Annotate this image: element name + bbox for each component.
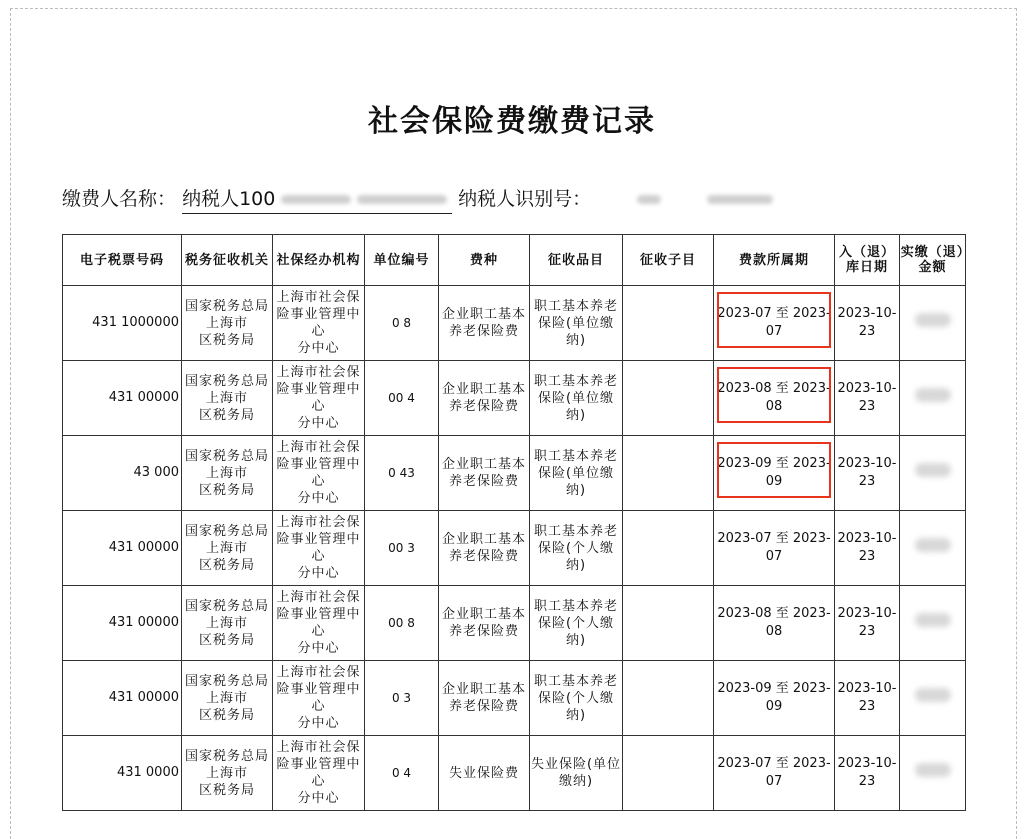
- header-fee-type: 费种: [439, 235, 530, 286]
- cell-unit-no-text: 00 3: [388, 541, 415, 555]
- cell-unit-no-text: 0 3: [391, 691, 412, 705]
- cell-item-text: 职工基本养老保险(个人缴纳): [533, 673, 618, 723]
- header-period: 费款所属期: [714, 235, 835, 286]
- redacted-amount: [915, 388, 951, 402]
- cell-fee-type-text: 企业职工基本养老保险费: [441, 457, 526, 489]
- cell-tax-authority-text: 国家税务总局上海市 区税务局: [184, 598, 269, 648]
- cell-sub-item: [623, 361, 714, 436]
- cell-fee-type: [439, 586, 530, 661]
- cell-unit-no: [365, 286, 439, 361]
- cell-ticket-no-text: 431 00000: [108, 540, 179, 555]
- cell-period-text: 2023-07 至 2023-07: [717, 756, 831, 789]
- redacted-amount: [915, 463, 951, 477]
- cell-date: [835, 586, 900, 661]
- cell-date-text: 2023-10-23: [837, 306, 897, 339]
- redacted-id: [637, 195, 661, 204]
- highlight-box: [717, 442, 831, 498]
- cell-unit-no-text: 00 4: [388, 391, 415, 405]
- cell-unit-no: [365, 436, 439, 511]
- table-row: [63, 736, 966, 811]
- cell-unit-no: [365, 361, 439, 436]
- cell-ticket-no-text: 431 00000: [108, 390, 179, 405]
- cell-tax-authority: [182, 436, 273, 511]
- cell-amount: [900, 361, 966, 436]
- header-amount: 实缴（退）金额: [900, 235, 966, 286]
- cell-unit-no: [365, 736, 439, 811]
- cell-fee-type-text: 企业职工基本养老保险费: [441, 307, 526, 339]
- header-date: 入（退）库日期: [835, 235, 900, 286]
- table-row: [63, 661, 966, 736]
- cell-ticket-no: [63, 436, 182, 511]
- cell-period-text: 2023-08 至 2023-08: [717, 606, 831, 639]
- cell-item: [530, 511, 623, 586]
- cell-unit-no: [365, 511, 439, 586]
- cell-tax-authority: [182, 286, 273, 361]
- table-row: [63, 436, 966, 511]
- cell-social-agency-text: 上海市社会保险事业管理中心 分中心: [276, 515, 361, 581]
- cell-tax-authority: [182, 361, 273, 436]
- cell-date: [835, 286, 900, 361]
- cell-period-text: 2023-09 至 2023-09: [717, 681, 831, 714]
- cell-period: [714, 511, 835, 586]
- redacted-amount: [915, 688, 951, 702]
- table-row: [63, 586, 966, 661]
- cell-sub-item: [623, 736, 714, 811]
- payer-name-label: 缴费人名称：: [62, 188, 177, 210]
- cell-ticket-no-text: 43 000: [133, 465, 179, 480]
- cell-sub-item: [623, 586, 714, 661]
- cell-item-text: 失业保险(单位缴纳): [530, 757, 622, 789]
- cell-item: [530, 361, 623, 436]
- cell-tax-authority-text: 国家税务总局上海市 区税务局: [184, 748, 269, 798]
- cell-amount: [900, 736, 966, 811]
- cell-item: [530, 586, 623, 661]
- highlight-box: [717, 367, 831, 423]
- cell-social-agency: [273, 661, 365, 736]
- redacted-name: [281, 195, 351, 204]
- cell-fee-type-text: 企业职工基本养老保险费: [441, 682, 526, 714]
- cell-item: [530, 661, 623, 736]
- cell-item: [530, 286, 623, 361]
- cell-social-agency: [273, 586, 365, 661]
- cell-ticket-no-text: 431 0000: [116, 765, 179, 780]
- cell-social-agency-text: 上海市社会保险事业管理中心 分中心: [276, 740, 361, 806]
- header-unit-no: 单位编号: [365, 235, 439, 286]
- cell-item-text: 职工基本养老保险(单位缴纳): [533, 298, 618, 348]
- cell-item-text: 职工基本养老保险(个人缴纳): [533, 598, 618, 648]
- table-row: [63, 286, 966, 361]
- cell-item-text: 职工基本养老保险(单位缴纳): [533, 373, 618, 423]
- cell-unit-no-text: 0 4: [391, 766, 412, 780]
- cell-tax-authority-text: 国家税务总局上海市 区税务局: [184, 448, 269, 498]
- cell-amount: [900, 586, 966, 661]
- cell-social-agency-text: 上海市社会保险事业管理中心 分中心: [276, 365, 361, 431]
- taxpayer-id-label: 纳税人识别号：: [458, 188, 592, 210]
- cell-fee-type: [439, 286, 530, 361]
- cell-social-agency-text: 上海市社会保险事业管理中心 分中心: [276, 290, 361, 356]
- cell-amount: [900, 511, 966, 586]
- cell-tax-authority: [182, 511, 273, 586]
- cell-ticket-no-text: 431 00000: [108, 615, 179, 630]
- cell-fee-type: [439, 511, 530, 586]
- cell-date: [835, 436, 900, 511]
- table-header-row: [63, 235, 966, 286]
- cell-fee-type: [439, 436, 530, 511]
- cell-ticket-no: [63, 586, 182, 661]
- cell-sub-item: [623, 286, 714, 361]
- cell-item: [530, 736, 623, 811]
- payer-info-line: [62, 184, 773, 214]
- document-title: 社会保险费缴费记录: [368, 104, 656, 139]
- cell-date-text: 2023-10-23: [837, 756, 897, 789]
- cell-tax-authority-text: 国家税务总局上海市 区税务局: [184, 298, 269, 348]
- cell-unit-no: [365, 586, 439, 661]
- cell-date-text: 2023-10-23: [837, 381, 897, 414]
- redacted-name-2: [357, 195, 447, 204]
- cell-item: [530, 436, 623, 511]
- cell-unit-no-text: 00 8: [388, 616, 415, 630]
- payment-record-table: [62, 234, 966, 811]
- cell-date-text: 2023-10-23: [837, 456, 897, 489]
- cell-social-agency: [273, 736, 365, 811]
- cell-tax-authority: [182, 736, 273, 811]
- cell-date-text: 2023-10-23: [837, 681, 897, 714]
- cell-social-agency: [273, 436, 365, 511]
- cell-date: [835, 661, 900, 736]
- cell-fee-type: [439, 736, 530, 811]
- cell-amount: [900, 661, 966, 736]
- cell-social-agency: [273, 361, 365, 436]
- cell-period-text: 2023-07 至 2023-07: [717, 531, 831, 564]
- redacted-amount: [915, 763, 951, 777]
- cell-period-text: 2023-07 至 2023-07: [717, 306, 831, 339]
- redacted-id-2: [707, 195, 773, 204]
- cell-period: [714, 661, 835, 736]
- header-social-agency: 社保经办机构: [273, 235, 365, 286]
- cell-sub-item: [623, 511, 714, 586]
- cell-fee-type-text: 企业职工基本养老保险费: [441, 532, 526, 564]
- cell-date: [835, 361, 900, 436]
- cell-period: [714, 286, 835, 361]
- cell-tax-authority: [182, 661, 273, 736]
- cell-fee-type-text: 企业职工基本养老保险费: [441, 607, 526, 639]
- table-row: [63, 361, 966, 436]
- cell-item-text: 职工基本养老保险(单位缴纳): [533, 448, 618, 498]
- header-ticket-no: 电子税票号码: [63, 235, 182, 286]
- cell-sub-item: [623, 436, 714, 511]
- cell-date: [835, 736, 900, 811]
- header-tax-authority: 税务征收机关: [182, 235, 273, 286]
- cell-period-text: 2023-08 至 2023-08: [717, 381, 831, 414]
- cell-sub-item: [623, 661, 714, 736]
- payer-name-value: [182, 184, 452, 214]
- cell-tax-authority: [182, 586, 273, 661]
- cell-period: [714, 436, 835, 511]
- table-body: [63, 286, 966, 811]
- cell-period: [714, 736, 835, 811]
- cell-fee-type-text: 企业职工基本养老保险费: [441, 382, 526, 414]
- cell-ticket-no: [63, 286, 182, 361]
- cell-ticket-no: [63, 661, 182, 736]
- cell-social-agency-text: 上海市社会保险事业管理中心 分中心: [276, 665, 361, 731]
- payer-name-text: 纳税人100: [182, 188, 276, 210]
- redacted-amount: [915, 538, 951, 552]
- cell-ticket-no: [63, 361, 182, 436]
- cell-ticket-no-text: 431 1000000: [92, 315, 179, 330]
- cell-date: [835, 511, 900, 586]
- cell-fee-type-text: 失业保险费: [448, 765, 519, 781]
- cell-date-text: 2023-10-23: [837, 531, 897, 564]
- highlight-box: [717, 292, 831, 348]
- table-row: [63, 511, 966, 586]
- cell-ticket-no: [63, 511, 182, 586]
- cell-social-agency: [273, 286, 365, 361]
- redacted-amount: [915, 613, 951, 627]
- cell-social-agency: [273, 511, 365, 586]
- cell-period: [714, 586, 835, 661]
- header-item: 征收品目: [530, 235, 623, 286]
- cell-tax-authority-text: 国家税务总局上海市 区税务局: [184, 523, 269, 573]
- cell-ticket-no: [63, 736, 182, 811]
- cell-unit-no-text: 0 43: [388, 466, 415, 480]
- cell-amount: [900, 286, 966, 361]
- cell-social-agency-text: 上海市社会保险事业管理中心 分中心: [276, 590, 361, 656]
- cell-item-text: 职工基本养老保险(个人缴纳): [533, 523, 618, 573]
- cell-social-agency-text: 上海市社会保险事业管理中心 分中心: [276, 440, 361, 506]
- cell-period-text: 2023-09 至 2023-09: [717, 456, 831, 489]
- header-sub-item: 征收子目: [623, 235, 714, 286]
- redacted-amount: [915, 313, 951, 327]
- cell-date-text: 2023-10-23: [837, 606, 897, 639]
- cell-period: [714, 361, 835, 436]
- cell-fee-type: [439, 661, 530, 736]
- cell-ticket-no-text: 431 00000: [108, 690, 179, 705]
- cell-tax-authority-text: 国家税务总局上海市 区税务局: [184, 373, 269, 423]
- cell-fee-type: [439, 361, 530, 436]
- cell-amount: [900, 436, 966, 511]
- cell-unit-no: [365, 661, 439, 736]
- cell-tax-authority-text: 国家税务总局上海市 区税务局: [184, 673, 269, 723]
- cell-unit-no-text: 0 8: [391, 316, 412, 330]
